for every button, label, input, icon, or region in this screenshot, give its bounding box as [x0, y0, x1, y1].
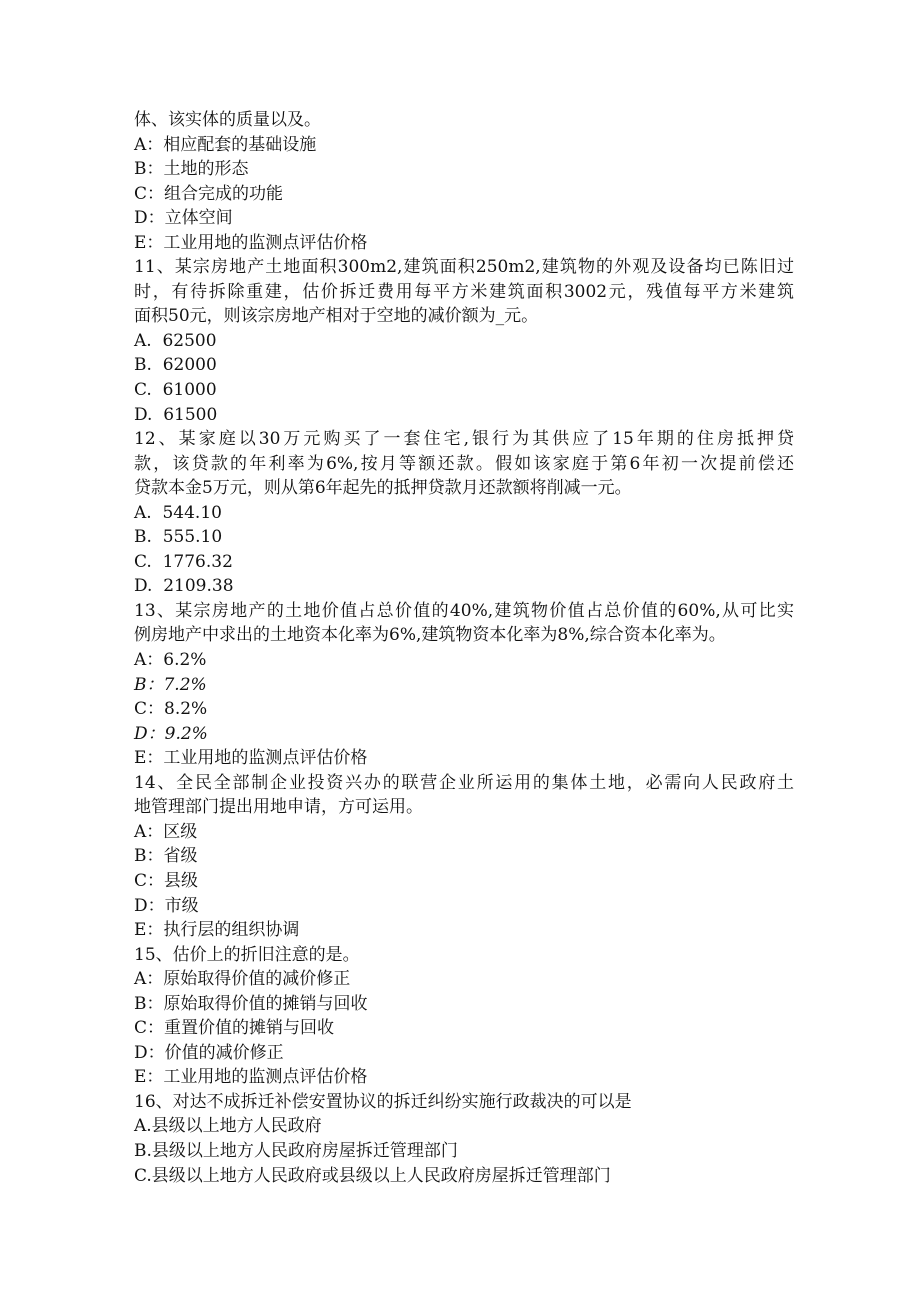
option-b: B. 62000 [134, 355, 217, 376]
option-d: D：市级 [134, 895, 199, 916]
option-a: A：相应配套的基础设施 [134, 134, 317, 155]
option-e: E：工业用地的监测点评估价格 [134, 1067, 368, 1088]
option-c: C. 61000 [134, 380, 217, 401]
option-c: C：组合完成的功能 [134, 183, 284, 204]
option-d: D：立体空间 [134, 208, 233, 229]
text-line: 体、该实体的质量以及。 [134, 110, 321, 130]
question-15: 15、估价上的折旧注意的是。 [134, 944, 360, 965]
option-c: C：重置价值的摊销与回收 [134, 1018, 335, 1039]
option-b: B：省级 [134, 846, 198, 867]
option-a: A. 62500 [134, 330, 217, 351]
option-c: C.县级以上地方人民政府或县级以上人民政府房屋拆迁管理部门 [134, 1165, 611, 1186]
question-11-line-2: 时，有待拆除重建，估价拆迁费用每平方米建筑面积3002元，残值每平方米建筑 [134, 281, 794, 302]
question-14-line-1: 14、全民全部制企业投资兴办的联营企业所运用的集体土地，必需向人民政府土 [134, 772, 794, 793]
option-c: C. 1776.32 [134, 551, 233, 572]
option-e: E：工业用地的监测点评估价格 [134, 748, 368, 769]
option-a: A：6.2% [134, 650, 207, 671]
question-13-line-2: 例房地产中求出的土地资本化率为6%,建筑物资本化率为8%,综合资本化率为。 [134, 625, 726, 646]
option-b: B.县级以上地方人民政府房屋拆迁管理部门 [134, 1140, 458, 1161]
option-d: D：价值的减价修正 [134, 1042, 284, 1063]
option-d: D：9.2% [134, 723, 208, 744]
option-b: B：土地的形态 [134, 159, 249, 180]
question-11-line-3: 面积50元，则该宗房地产相对于空地的减价额为_元。 [134, 306, 539, 327]
question-12-line-3: 贷款本金5万元，则从第6年起先的抵押贷款月还款额将削减一元。 [134, 478, 632, 499]
option-c: C：8.2% [134, 699, 208, 720]
option-a: A. 544.10 [134, 502, 222, 523]
option-b: B. 555.10 [134, 527, 223, 548]
question-14-line-2: 地管理部门提出用地申请，方可运用。 [134, 797, 423, 818]
option-e: E：执行层的组织协调 [134, 920, 300, 941]
option-a: A：原始取得价值的减价修正 [134, 969, 351, 990]
question-12-line-2: 款，该贷款的年利率为6%,按月等额还款。假如该家庭于第6年初一次提前偿还 [134, 453, 794, 474]
option-a: A：区级 [134, 821, 198, 842]
question-11-line-1: 11、某宗房地产土地面积300m2,建筑面积250m2,建筑物的外观及设备均已陈旧过 [134, 257, 794, 278]
option-b: B：原始取得价值的摊销与回收 [134, 993, 368, 1014]
option-a: A.县级以上地方人民政府 [134, 1116, 322, 1137]
option-b: B：7.2% [134, 674, 207, 695]
option-c: C：县级 [134, 870, 199, 891]
question-16: 16、对达不成拆迁补偿安置协议的拆迁纠纷实施行政裁决的可以是 [134, 1091, 632, 1112]
question-12-line-1: 12、某家庭以30万元购买了一套住宅,银行为其供应了15年期的住房抵押贷 [134, 429, 794, 450]
option-d: D. 61500 [134, 404, 218, 425]
option-e: E：工业用地的监测点评估价格 [134, 232, 368, 253]
option-d: D. 2109.38 [134, 576, 234, 597]
document-page [134, 108, 794, 1188]
question-13-line-1: 13、某宗房地产的土地价值占总价值的40%,建筑物价值占总价值的60%,从可比实 [134, 600, 794, 621]
